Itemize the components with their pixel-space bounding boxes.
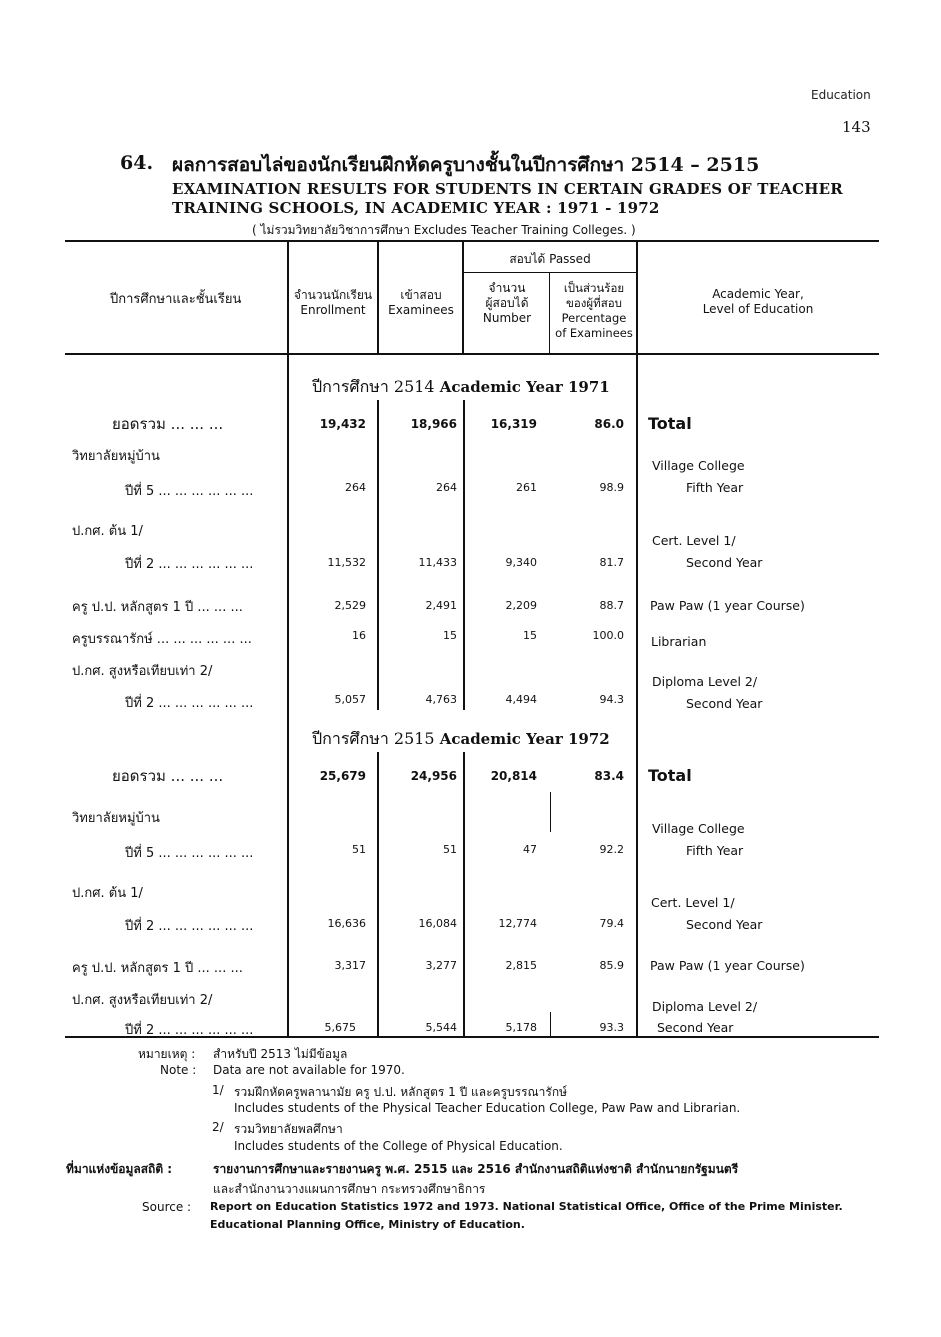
cell-cert-1972-pct: 79.4: [599, 917, 624, 930]
col-header-examinees: [379, 288, 463, 318]
cell-librarian-1971-enrollment: 16: [352, 629, 366, 642]
body-divider-left: [287, 354, 289, 1037]
cell-cert-1971-pct: 81.7: [599, 556, 624, 569]
row-cert-1971-sublabel: ปีที่ 2 ... ... ... ... ... ...: [125, 557, 254, 572]
cell-cert-1971-examinees: 11,433: [418, 556, 457, 569]
row-diploma-1972-sublabel-en: Second Year: [657, 1020, 734, 1035]
exclusion-note: ( ไม่รวมวิทยาลัยวิชาการศึกษา Excludes Teacher Training Colleges. ): [252, 223, 636, 237]
cell-total-1972-number: 20,814: [490, 769, 537, 783]
cell-cert-1971-number: 9,340: [505, 556, 537, 569]
page-number: 143: [842, 118, 871, 136]
cell-total-1971-number: 16,319: [490, 417, 537, 431]
row-pawpaw-1971-label-en: Paw Paw (1 year Course): [650, 598, 805, 613]
cell-village-1972-number: 47: [523, 843, 537, 856]
cell-librarian-1971-pct: 100.0: [592, 629, 624, 642]
cell-total-1971-enrollment: 19,432: [319, 417, 366, 431]
cell-village-1972-examinees: 51: [443, 843, 457, 856]
body-divider-right: [636, 354, 638, 1037]
col-header-percentage: [551, 281, 637, 341]
cell-total-1972-enrollment: 25,679: [319, 769, 366, 783]
cell-pawpaw-1971-examinees: 2,491: [425, 599, 457, 612]
year-1972-heading-en: Academic Year 1972: [439, 730, 610, 748]
cell-village-1972-pct: 92.2: [599, 843, 624, 856]
col-header-level-en1: Academic Year,: [712, 287, 804, 301]
body-divider-exam-1971: [463, 400, 465, 710]
row-diploma-1971-sublabel: ปีที่ 2 ... ... ... ... ... ...: [125, 696, 254, 711]
cell-pawpaw-1971-number: 2,209: [505, 599, 537, 612]
cell-village-1971-examinees: 264: [436, 481, 457, 494]
col-header-level-th: ปีการศึกษาและชั้นเรียน: [110, 292, 242, 307]
source-en-line1: Report on Education Statistics 1972 and 1973. National Statistical Office, Office of the Prime Minister.: [210, 1200, 843, 1213]
cell-cert-1972-enrollment: 16,636: [327, 917, 366, 930]
cell-diploma-1971-examinees: 4,763: [425, 693, 457, 706]
row-village-1971-label: วิทยาลัยหมู่บ้าน: [72, 449, 160, 464]
cell-village-1971-pct: 98.9: [599, 481, 624, 494]
row-pawpaw-1971-label: ครู ป.ป. หลักสูตร 1 ปี ... ... ...: [72, 600, 243, 615]
cell-village-1972-enrollment: 51: [352, 843, 366, 856]
body-divider-enroll-1971: [377, 400, 379, 710]
cell-pawpaw-1972-pct: 85.9: [599, 959, 624, 972]
year-1971-heading: [312, 375, 610, 400]
cell-diploma-1972-examinees: 5,544: [425, 1021, 457, 1034]
row-village-1972-label-en: Village College: [652, 821, 745, 836]
row-village-1972-label: วิทยาลัยหมู่บ้าน: [72, 811, 160, 826]
footnote-1-en: Includes students of the Physical Teacher Education College, Paw Paw and Librarian.: [234, 1101, 741, 1115]
row-total-1972-label-en: Total: [648, 766, 692, 785]
table-number: 64.: [120, 152, 154, 174]
row-total-1972-label: ยอดรวม ... ... ...: [112, 767, 224, 785]
row-librarian-1971-label: ครูบรรณารักษ์ ... ... ... ... ... ...: [72, 632, 252, 647]
source-th-line1: รายงานการศึกษาและรายงานครู พ.ศ. 2515 และ 2516 สำนักงานสถิติแห่งชาติ สำนักนายกรัฐมนตรี: [213, 1162, 739, 1176]
row-diploma-1971-label-en: Diploma Level 2/: [652, 674, 758, 689]
year-1971-heading-en: Academic Year 1971: [439, 378, 610, 396]
cell-cert-1972-number: 12,774: [498, 917, 537, 930]
row-diploma-1972-label: ป.กศ. สูงหรือเทียบเท่า 2/: [72, 993, 213, 1008]
col-header-examinees-en: Examinees: [388, 303, 454, 317]
row-village-1972-sublabel: ปีที่ 5 ... ... ... ... ... ...: [125, 846, 254, 861]
row-total-1971-label: ยอดรวม ... ... ...: [112, 415, 224, 433]
remark-th: สำหรับปี 2513 ไม่มีข้อมูล: [213, 1047, 348, 1061]
col-header-examinees-th: เข้าสอบ: [400, 288, 442, 302]
body-divider-number-1972b: [550, 1012, 551, 1036]
cell-diploma-1971-pct: 94.3: [599, 693, 624, 706]
col-header-number-en: Number: [482, 311, 532, 325]
cell-cert-1971-enrollment: 11,532: [327, 556, 366, 569]
table-top-rule: [65, 240, 879, 242]
row-pawpaw-1972-label-en: Paw Paw (1 year Course): [650, 958, 805, 973]
cell-librarian-1971-examinees: 15: [443, 629, 457, 642]
cell-total-1972-examinees: 24,956: [410, 769, 457, 783]
footnote-1-mark: 1/: [212, 1083, 224, 1097]
body-divider-exam-1972: [463, 752, 465, 1036]
footnote-2-mark: 2/: [212, 1120, 224, 1134]
cell-diploma-1971-number: 4,494: [505, 693, 537, 706]
year-1972-heading-th: ปีการศึกษา 2515: [312, 729, 435, 748]
row-total-1971-label-en: Total: [648, 414, 692, 433]
source-en-line2: Educational Planning Office, Ministry of Education.: [210, 1218, 525, 1231]
cell-pawpaw-1972-examinees: 3,277: [425, 959, 457, 972]
col-header-number-th1: จำนวน: [488, 281, 526, 295]
row-village-1971-sublabel-en: Fifth Year: [686, 480, 744, 495]
row-diploma-1971-sublabel-en: Second Year: [686, 696, 763, 711]
title-english-line2: TRAINING SCHOOLS, IN ACADEMIC YEAR : 1971 - 1972: [172, 199, 660, 217]
cell-village-1971-enrollment: 264: [345, 481, 366, 494]
footnote-2-en: Includes students of the College of Physical Education.: [234, 1139, 563, 1153]
year-1971-heading-th: ปีการศึกษา 2514: [312, 377, 435, 396]
row-pawpaw-1972-label: ครู ป.ป. หลักสูตร 1 ปี ... ... ...: [72, 961, 243, 976]
source-label-en: Source :: [142, 1200, 192, 1214]
cell-diploma-1972-number: 5,178: [505, 1021, 537, 1034]
cell-total-1972-pct: 83.4: [594, 769, 624, 783]
row-cert-1972-sublabel: ปีที่ 2 ... ... ... ... ... ...: [125, 919, 254, 934]
row-diploma-1971-label: ป.กศ. สูงหรือเทียบเท่า 2/: [72, 664, 213, 679]
col-header-enrollment-en: Enrollment: [300, 303, 366, 317]
col-header-level-en: [638, 287, 878, 317]
source-th-line2: และสำนักงานวางแผนการศึกษา กระทรวงศึกษาธิการ: [213, 1182, 486, 1196]
row-cert-1972-label-en: Cert. Level 1/: [651, 895, 735, 910]
remark-label-th: หมายเหตุ :: [138, 1047, 196, 1061]
col-header-enrollment-th: จำนวนนักเรียน: [293, 288, 373, 302]
cell-pawpaw-1972-enrollment: 3,317: [334, 959, 366, 972]
row-cert-1972-label: ป.กศ. ต้น 1/: [72, 886, 143, 901]
cell-diploma-1972-pct: 93.3: [599, 1021, 624, 1034]
cell-diploma-1971-enrollment: 5,057: [334, 693, 366, 706]
cell-diploma-1972-enrollment: 5,675: [324, 1021, 356, 1034]
note-label: Note :: [160, 1063, 197, 1077]
year-1972-heading: [312, 727, 610, 752]
row-village-1971-label-en: Village College: [652, 458, 745, 473]
header-bottom-rule: [65, 353, 879, 355]
row-cert-1971-label: ป.กศ. ต้น 1/: [72, 524, 143, 539]
note-en: Data are not available for 1970.: [213, 1063, 405, 1077]
footnote-1-th: รวมฝึกหัดครูพลานามัย ครู ป.ป. หลักสูตร 1 ปี และครูบรรณารักษ์: [234, 1085, 568, 1099]
cell-cert-1972-examinees: 16,084: [418, 917, 457, 930]
row-cert-1972-sublabel-en: Second Year: [686, 917, 763, 932]
col-header-enrollment: [289, 288, 377, 318]
col-header-pct-en2: of Examinees: [555, 326, 633, 340]
cell-pawpaw-1972-number: 2,815: [505, 959, 537, 972]
row-diploma-1972-sublabel: ปีที่ 2 ... ... ... ... ... ...: [125, 1023, 254, 1038]
cell-librarian-1971-number: 15: [523, 629, 537, 642]
col-header-passed: [464, 252, 636, 267]
body-divider-enroll-1972: [377, 752, 379, 1036]
col-header-number: [464, 281, 550, 326]
row-librarian-1971-label-en: Librarian: [651, 634, 707, 649]
body-divider-number-1972: [550, 792, 551, 832]
source-label-th: ที่มาแห่งข้อมูลสถิติ :: [66, 1162, 173, 1176]
col-header-passed-th: สอบได้: [509, 252, 546, 266]
cell-pawpaw-1971-pct: 88.7: [599, 599, 624, 612]
cell-total-1971-pct: 86.0: [594, 417, 624, 431]
cell-pawpaw-1971-enrollment: 2,529: [334, 599, 366, 612]
section-name: Education: [811, 88, 871, 102]
title-thai: ผลการสอบไล่ของนักเรียนฝึกหัดครูบางชั้นในปีการศึกษา 2514 – 2515: [172, 154, 760, 176]
row-village-1971-sublabel: ปีที่ 5 ... ... ... ... ... ...: [125, 484, 254, 499]
footnote-2-th: รวมวิทยาลัยพลศึกษา: [234, 1122, 343, 1136]
col-header-pct-en1: Percentage: [561, 311, 627, 325]
row-diploma-1972-label-en: Diploma Level 2/: [652, 999, 758, 1014]
cell-village-1971-number: 261: [516, 481, 537, 494]
row-cert-1971-sublabel-en: Second Year: [686, 555, 763, 570]
col-header-number-th2: ผู้สอบได้: [485, 296, 529, 310]
cell-total-1971-examinees: 18,966: [410, 417, 457, 431]
col-header-pct-th2: ของผู้ที่สอบ: [566, 296, 622, 310]
col-header-pct-th1: เป็นส่วนร้อย: [563, 281, 625, 295]
col-header-passed-en: Passed: [549, 252, 591, 266]
col-header-level-en2: Level of Education: [702, 302, 814, 316]
title-english-line1: EXAMINATION RESULTS FOR STUDENTS IN CERTAIN GRADES OF TEACHER: [172, 180, 843, 198]
row-village-1972-sublabel-en: Fifth Year: [686, 843, 744, 858]
row-cert-1971-label-en: Cert. Level 1/: [652, 533, 736, 548]
